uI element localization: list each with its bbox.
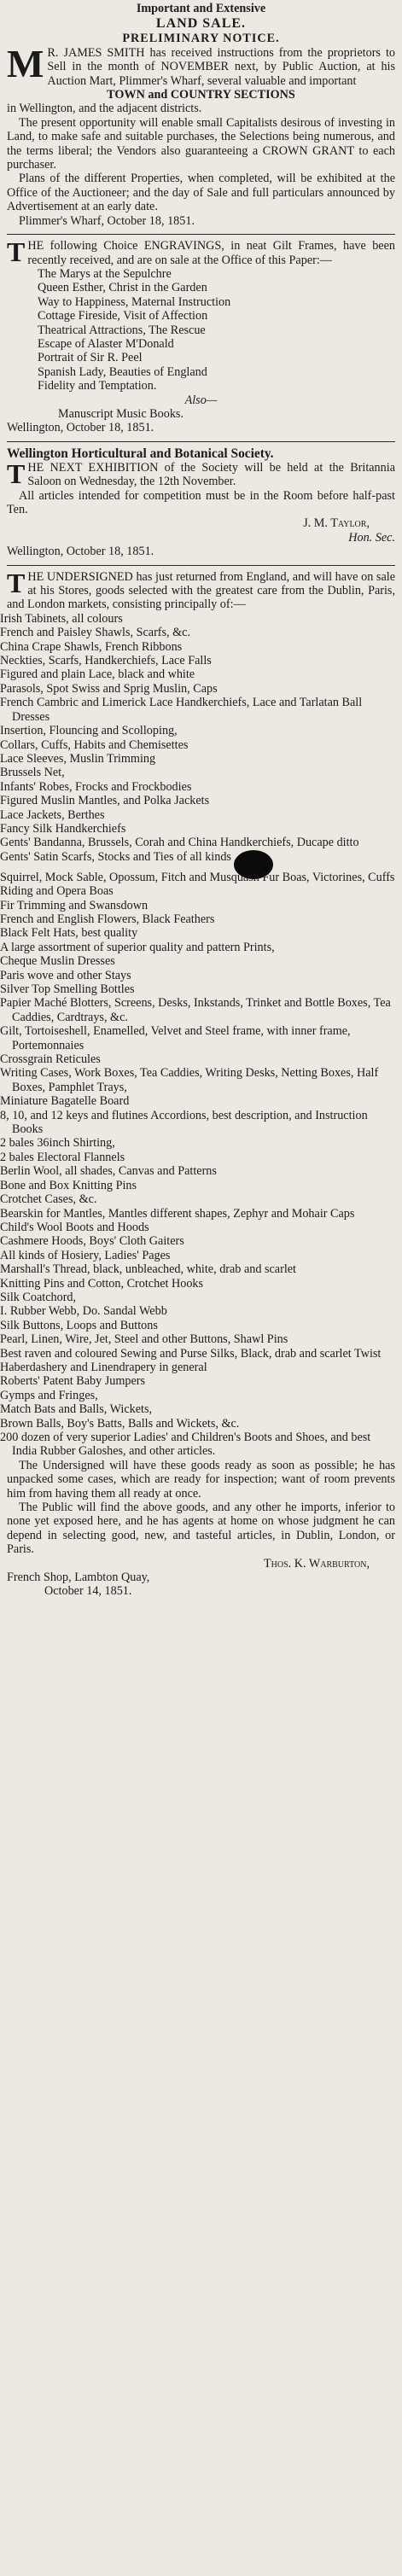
list-item: Fidelity and Temptation. — [38, 379, 157, 393]
list-item: Bone and Box Knitting Pins — [0, 1178, 137, 1192]
list-item: Fancy Silk Handkerchiefs — [0, 821, 126, 836]
list-item: Infants' Robes, Frocks and Frockbodies — [0, 779, 192, 794]
ad-subtitle: PRELIMINARY NOTICE. — [122, 32, 280, 46]
list-item: Roberts' Patent Baby Jumpers — [0, 1374, 146, 1389]
ad-signature: J. M. Taylor, — [303, 516, 370, 531]
ad-dateline: Wellington, October 18, 1851. — [7, 545, 154, 559]
list-item: Figured Muslin Mantles, and Polka Jackets — [0, 794, 210, 808]
goods-list — [0, 611, 395, 1459]
list-item: Miniature Bagatelle Board — [0, 1094, 130, 1109]
list-item: Squirrel, Mock Sable, Opossum, Fitch and Musquash Fur Boas, Victorines, Cuffs — [0, 870, 395, 884]
ad-also-label: Also— — [184, 393, 218, 407]
ad-headline: TOWN and COUNTRY SECTIONS — [107, 88, 295, 102]
list-item: Knitting Pins and Cotton, Crotchet Hooks — [0, 1276, 204, 1291]
list-item: Escape of Alaster M'Donald — [38, 336, 174, 351]
list-item: 200 dozen of very superior Ladies' and Children's Boots and Shoes, and best India Rubber Galoshes, and other articles. — [0, 1431, 371, 1459]
list-item: French and Paisley Shawls, Scarfs, &c. — [0, 626, 191, 640]
list-item: Silk Buttons, Loops and Buttons — [0, 1318, 158, 1332]
list-item: Brussels Net, — [0, 766, 65, 780]
list-item: Crossgrain Reticules — [0, 1052, 101, 1067]
list-item: Berlin Wool, all shades, Canvas and Patterns — [0, 1164, 217, 1179]
list-item: A large assortment of superior quality and pattern Prints, — [0, 940, 275, 954]
list-item: Writing Cases, Work Boxes, Tea Caddies, Writing Desks, Netting Boxes, Half Boxes, Pamphlet Trays, — [0, 1066, 379, 1094]
ad-body: Plans of the different Properties, when completed, will be exhibited at the Office of the Auctioneer; and the day of Sale and full particulars announced by Advertisement at an early date. — [7, 172, 395, 214]
list-item: Brown Balls, Boy's Batts, Balls and Wickets, &c. — [0, 1416, 240, 1431]
list-item: Gilt, Tortoiseshell, Enamelled, Velvet and Steel frame, with inner frame, Portemonnaies — [0, 1024, 351, 1052]
list-item: Figured and plain Lace, black and white — [0, 667, 195, 682]
list-item: French Cambric and Limerick Lace Handkerchiefs, Lace and Tarlatan Ball Dresses — [0, 696, 363, 724]
list-item: Insertion, Flouncing and Scolloping, — [0, 724, 178, 738]
list-item: 8, 10, and 12 keys and flutines Accordions, best description, and Instruction Books — [0, 1108, 368, 1137]
ad-address: French Shop, Lambton Quay, — [7, 1571, 150, 1585]
list-item: Lace Jackets, Berthes — [0, 807, 105, 822]
list-item: Theatrical Attractions, The Rescue — [38, 323, 206, 337]
list-item: Marshall's Thread, black, unbleached, white, drab and scarlet — [0, 1262, 296, 1277]
list-item: Cashmere Hoods, Boys' Cloth Gaiters — [0, 1234, 184, 1249]
engravings-list — [7, 267, 395, 393]
list-item: Bearskin for Mantles, Mantles different shapes, Zephyr and Mohair Caps — [0, 1206, 355, 1221]
list-item: Portrait of Sir R. Peel — [38, 351, 143, 365]
list-item: All kinds of Hosiery, Ladies' Pages — [0, 1248, 171, 1262]
list-item: Gymps and Fringes, — [0, 1388, 98, 1402]
list-item: Riding and Opera Boas — [0, 884, 114, 899]
list-item: Best raven and coloured Sewing and Purse Silks, Black, drab and scarlet Twist — [0, 1346, 382, 1361]
list-item: Gents' Bandanna, Brussels, Corah and China Handkerchiefs, Ducape ditto — [0, 836, 359, 850]
list-item: Child's Wool Boots and Hoods — [0, 1220, 149, 1234]
drop-cap: T — [7, 458, 26, 489]
ad-body: R. JAMES SMITH has received instructions from the proprietors to Sell in the month of NOVEMBER next, by Public Auction, at his Auction Mart, Plimmer's Wharf, several valuable and important — [47, 45, 395, 88]
ad-signature-title: Hon. Sec. — [348, 530, 395, 545]
ad-body: The Public will find the above goods, and any other he imports, inferior to none yet exposed here, and he has agents at home on whose judgment he can depend in selecting good, new, and tasteful articles, in Dublin, London, or Paris. — [7, 1501, 395, 1557]
column-divider — [7, 234, 395, 235]
ad-body: HE UNDERSIGNED has just returned from England, and will have on sale at his Stores, goods selected with the greatest care from the Dublin, Paris, and London markets, consisting principally of:— — [7, 569, 395, 612]
list-item: Cottage Fireside, Visit of Affection — [38, 309, 208, 323]
list-item: Black Felt Hats, best quality — [0, 926, 138, 941]
list-item: Cheque Muslin Dresses — [0, 954, 115, 969]
list-item: Haberdashery and Linendrapery in general — [0, 1360, 207, 1374]
drop-cap: M — [7, 41, 44, 85]
list-item: Crotchet Cases, &c. — [0, 1192, 97, 1207]
list-item — [0, 849, 395, 871]
ad-body: The Undersigned will have these goods ready as soon as possible; he has unpacked some cases, which are ready for inspection; want of room prevents him from having them all ready at once. — [7, 1458, 395, 1501]
ad-signature: Thos. K. Warburton, — [263, 1556, 370, 1571]
list-item: 2 bales 36inch Shirting, — [0, 1136, 115, 1151]
list-item: Queen Esther, Christ in the Garden — [38, 281, 207, 295]
list-item: Pearl, Linen, Wire, Jet, Steel and other Buttons, Shawl Pins — [0, 1332, 288, 1347]
ad-body: HE following Choice ENGRAVINGS, in neat Gilt Frames, have been recently received, and are on sale at the Office of this Paper:— — [27, 239, 395, 267]
column-divider — [7, 441, 395, 442]
ad-body: in Wellington, and the adjacent districts. — [7, 102, 202, 116]
engravings-advertisement — [7, 236, 395, 435]
ad-body: HE NEXT EXHIBITION of the Society will be held at the Britannia Saloon on Wednesday, the 12th November. — [27, 460, 395, 489]
list-item: Irish Tabinets, all colours — [0, 611, 123, 626]
list-item: French and English Flowers, Black Feathers — [0, 912, 215, 926]
list-item: Papier Maché Blotters, Screens, Desks, Inkstands, Trinket and Bottle Boxes, Tea Caddies, Cardtrays, &c. — [0, 996, 391, 1024]
list-item: Silk Coatchord, — [0, 1290, 77, 1304]
list-item: Parasols, Spot Swiss and Sprig Muslin, Caps — [0, 681, 218, 696]
ad-body: All articles intended for competition must be in the Room before half-past Ten. — [7, 488, 395, 516]
column-divider — [7, 565, 395, 566]
ad-dateline: October 14, 1851. — [44, 1584, 132, 1599]
land-sale-advertisement — [7, 2, 395, 228]
ad-title: Wellington Horticultural and Botanical Society. — [7, 446, 274, 461]
list-item: Match Bats and Balls, Wickets, — [0, 1402, 153, 1417]
ad-body: The present opportunity will enable small Capitalists desirous of investing in Land, to make safe and suitable purchases, the Selections being numerous, and the terms liberal; the Vendors also guaranteeing a CROWN GRANT to each purchaser. — [7, 115, 395, 172]
list-item: Neckties, Scarfs, Handkerchiefs, Lace Falls — [0, 654, 212, 668]
list-item: Collars, Cuffs, Habits and Chemisettes — [0, 737, 189, 752]
list-item: Lace Sleeves, Muslin Trimming — [0, 751, 156, 766]
list-item: Manuscript Music Books. — [58, 406, 184, 421]
horticultural-society-notice — [7, 446, 395, 559]
list-item: Paris wove and other Stays — [0, 968, 131, 982]
list-item: I. Rubber Webb, Do. Sandal Webb — [0, 1304, 167, 1319]
list-item: Fir Trimming and Swansdown — [0, 898, 149, 912]
ad-overline: Important and Extensive — [136, 2, 266, 15]
list-item: Spanish Lady, Beauties of England — [38, 364, 207, 379]
drop-cap: T — [7, 567, 26, 598]
ad-title: LAND SALE. — [155, 16, 247, 32]
ad-dateline: Plimmer's Wharf, October 18, 1851. — [19, 213, 195, 228]
list-item: China Crape Shawls, French Ribbons — [0, 639, 183, 654]
list-item-text: Gents' Satin Scarfs, Stocks and Ties of all kinds — [0, 849, 231, 864]
drop-cap: T — [7, 236, 26, 268]
list-item: 2 bales Electoral Flannels — [0, 1150, 125, 1164]
list-item: Way to Happiness, Maternal Instruction — [38, 294, 231, 309]
warburton-goods-advertisement — [0, 567, 395, 1599]
ad-dateline: Wellington, October 18, 1851. — [7, 421, 154, 435]
list-item: The Marys at the Sepulchre — [38, 266, 172, 281]
list-item: Silver Top Smelling Bottles — [0, 982, 135, 996]
